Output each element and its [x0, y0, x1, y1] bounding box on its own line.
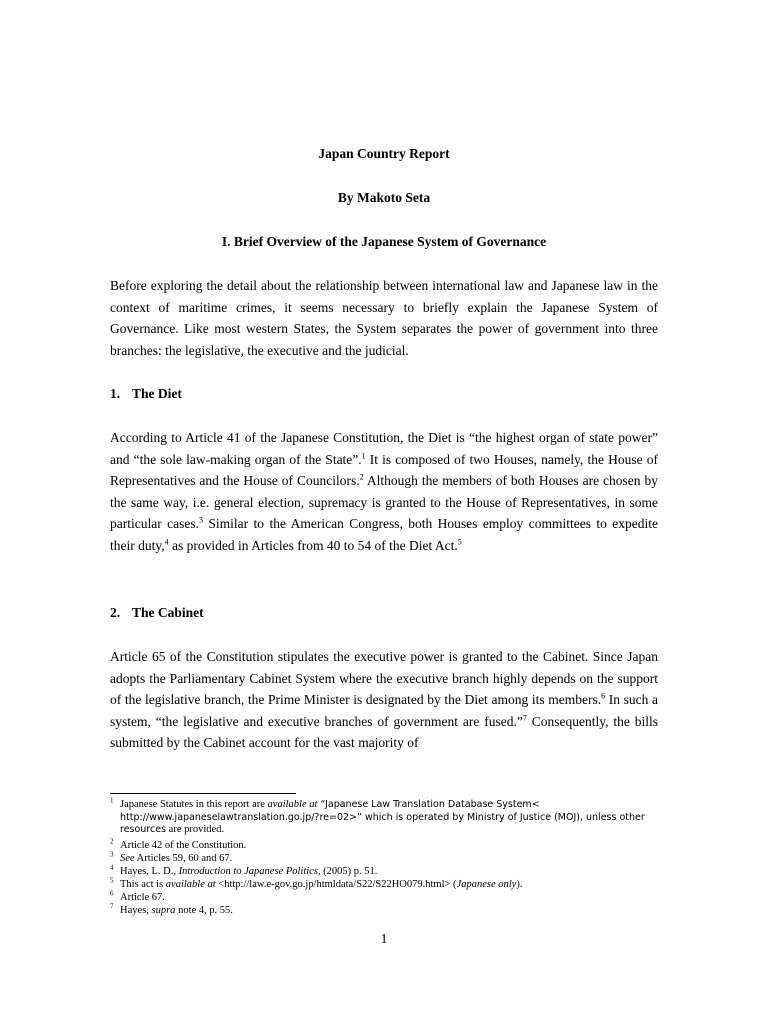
diet-paragraph: [110, 427, 658, 557]
cabinet-heading-number: 2.: [110, 605, 121, 620]
diet-heading-text: The Diet: [132, 386, 182, 401]
footnote-7: [110, 902, 658, 918]
footnote-7-mark: 7: [110, 902, 114, 911]
footnote-3-see: See: [120, 853, 135, 864]
footnote-4-mark: 4: [110, 863, 114, 872]
diet-text-c: Although the members of both Houses are chosen by the same way, i.e. general election, supremacy is granted to the House of Representatives, in some particular cases.: [110, 473, 658, 532]
footnote-5-lead: This act is: [120, 879, 166, 890]
footnote-1-lead: Japanese Statutes in this report are: [120, 799, 268, 810]
footnote-1-database: “Japanese Law Translation Database System< http://www.japaneselawtranslation.go.jp/?re=02>” which is operated by Ministry of Justice (MOJ), unless other resources: [120, 799, 645, 835]
footnote-2: [110, 837, 658, 853]
cabinet-paragraph: [110, 646, 658, 754]
footnote-6-text: Article 67.: [120, 892, 165, 903]
footnote-3-text: Articles 59, 60 and 67.: [134, 853, 233, 864]
footnote-ref-5: 5: [457, 537, 462, 547]
footnote-ref-1: 1: [361, 451, 366, 461]
footnote-5-tail: ).: [516, 879, 523, 890]
footnote-divider: [110, 793, 296, 794]
footnote-3: [110, 850, 658, 866]
footnote-5-japanese-only: Japanese only: [456, 879, 517, 890]
footnote-1: [110, 796, 658, 837]
footnote-1-available-at: available at: [267, 799, 318, 810]
diet-text-d: Similar to the American Congress, both Houses employ committees to expedite their duty,: [110, 516, 658, 553]
footnote-4-lead: Hayes, L. D.,: [120, 866, 179, 877]
footnote-7-supra: supra: [151, 905, 176, 916]
cabinet-heading-text: The Cabinet: [132, 605, 204, 620]
footnote-2-text: Article 42 of the Constitution.: [120, 840, 247, 851]
document-author: By Makoto Seta: [337, 190, 431, 205]
footnote-ref-4: 4: [164, 537, 169, 547]
cabinet-text-c: Consequently, the bills submitted by the Cabinet account for the vast majority of: [110, 713, 658, 751]
footnote-5: [110, 876, 658, 892]
footnote-2-mark: 2: [110, 837, 114, 846]
footnote-ref-2: 2: [359, 472, 364, 482]
footnote-ref-3: 3: [198, 515, 203, 525]
footnote-ref-7: 7: [522, 713, 527, 723]
footnote-6-mark: 6: [110, 889, 114, 898]
footnote-7-lead: Hayes,: [120, 905, 152, 916]
footnote-4-tail: , (2005) p. 51.: [317, 866, 378, 877]
cabinet-text-a: Article 65 of the Constitution stipulates the executive power is granted to the Cabinet. Since Japan adopts the Parliamentary Cabinet System where the executive branch highly depends on the support of the legislative branch, the Prime Minister is designated by the Diet among its members.: [110, 649, 658, 708]
document-title: Japan Country Report: [318, 146, 450, 161]
footnote-5-available-at: available at: [165, 879, 216, 890]
cabinet-heading: [110, 605, 204, 621]
diet-text-e: as provided in Articles from 40 to 54 of the Diet Act.: [168, 537, 458, 553]
intro-paragraph: Before exploring the detail about the relationship between international law and Japanese law in the context of maritime crimes, it seems necessary to briefly explain the Japanese System of Governance. Like most western States, the System separates the power of government into three branches: the legislative, the executive and the judicial.: [110, 278, 658, 358]
footnote-5-mark: 5: [110, 876, 114, 885]
diet-text-a: According to Article 41 of the Japanese Constitution, the Diet is “the highest organ of state power” and “the sole law-making organ of the State”.: [110, 430, 658, 467]
diet-heading-number: 1.: [110, 386, 121, 401]
section-heading: I. Brief Overview of the Japanese System of Governance: [221, 234, 547, 249]
cabinet-text-b: In such a system, “the legislative and executive branches of government are fused.”: [110, 692, 658, 729]
footnote-ref-6: 6: [601, 691, 606, 701]
footnote-3-mark: 3: [110, 850, 114, 859]
footnote-4: [110, 863, 658, 879]
diet-heading: [110, 386, 182, 402]
footnote-1-tail: are provided.: [166, 824, 225, 835]
page-number: 1: [380, 931, 388, 946]
diet-text-b: It is composed of two Houses, namely, the House of Representatives and the House of Councilors.: [110, 451, 658, 489]
footnote-6: [110, 889, 658, 905]
footnote-5-url: <http://law.e-gov.go.jp/htmldata/S22/S22HO079.html> (: [215, 879, 457, 890]
footnote-1-mark: 1: [110, 796, 114, 805]
footnote-7-tail: note 4, p. 55.: [175, 905, 233, 916]
footnote-4-book-title: Introduction to Japanese Politics: [178, 866, 318, 877]
